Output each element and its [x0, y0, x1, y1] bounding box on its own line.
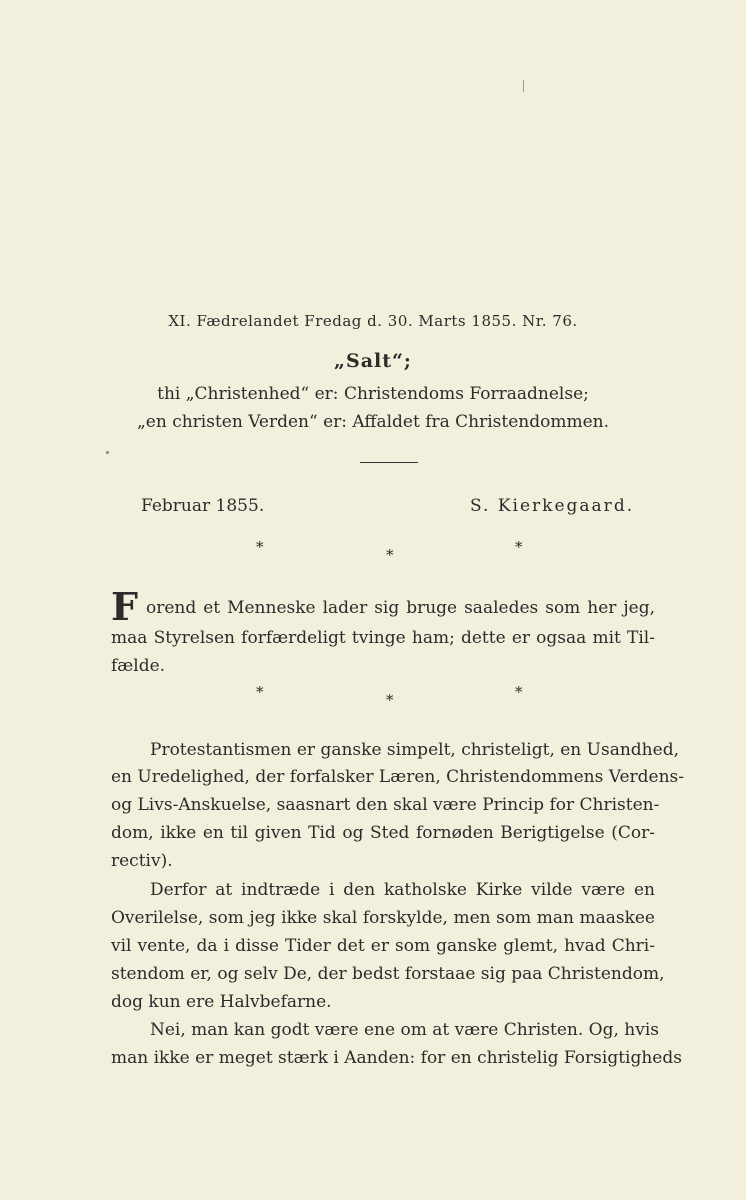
- paragraph-2-line: dom, ikke en til given Tid og Sted fornøden Berigtigelse (Cor-: [111, 823, 655, 843]
- paragraph-3-line: stendom er, og selv De, der bedst forstaae sig paa Christendom,: [111, 964, 665, 984]
- signature: S. Kierkegaard.: [470, 496, 635, 516]
- paragraph-4-line: Nei, man kan godt være ene om at være Christen. Og, hvis: [150, 1020, 659, 1040]
- paragraph-4-line: man ikke er meget stærk i Aanden: for en christelig Forsigtigheds: [111, 1048, 682, 1068]
- paragraph-2-line: en Uredelighed, der forfalsker Læren, Christendommens Verdens-: [111, 767, 684, 787]
- paragraph-2-line: rectiv).: [111, 851, 173, 871]
- subtitle-line-1: thi „Christenhed“ er: Christendoms Forraadnelse;: [157, 384, 589, 404]
- asterism-star: *: [256, 538, 264, 556]
- asterism-star: *: [256, 683, 264, 701]
- paragraph-3-line: Overilelse, som jeg ikke skal forskylde, men som man maaskee: [111, 908, 655, 928]
- newspaper-header: XI. Fædrelandet Fredag d. 30. Marts 1855. Nr. 76.: [168, 312, 578, 330]
- asterism-star: *: [386, 546, 394, 564]
- paragraph-3-line: Derfor at indtræde i den katholske Kirke vilde være en: [150, 880, 655, 900]
- title-rule: [360, 462, 418, 463]
- paragraph-1-line: fælde.: [111, 656, 166, 676]
- paragraph-1-line: maa Styrelsen forfærdeligt tvinge ham; dette er ogsaa mit Til-: [111, 628, 655, 648]
- asterism-star: *: [515, 538, 523, 556]
- subtitle-line-2: „en christen Verden“ er: Affaldet fra Christendommen.: [136, 412, 610, 432]
- drop-capital: F: [111, 584, 138, 629]
- paragraph-3-line: vil vente, da i disse Tider det er som ganske glemt, hvad Chri-: [111, 936, 655, 956]
- paragraph-3-line: dog kun ere Halvbefarne.: [111, 992, 332, 1012]
- margin-mark: [523, 80, 524, 92]
- asterism-star: *: [515, 683, 523, 701]
- paragraph-2-line: Protestantismen er ganske simpelt, christeligt, en Usandhed,: [150, 740, 679, 760]
- paragraph-1-line: orend et Menneske lader sig bruge saaledes som her jeg,: [146, 598, 655, 618]
- article-title: „Salt“;: [334, 350, 412, 372]
- paragraph-2-line: og Livs-Anskuelse, saasnart den skal være Princip for Christen-: [111, 795, 660, 815]
- asterism-star: *: [386, 691, 394, 709]
- date-line: Februar 1855.: [141, 496, 265, 516]
- page-speck: [106, 451, 109, 454]
